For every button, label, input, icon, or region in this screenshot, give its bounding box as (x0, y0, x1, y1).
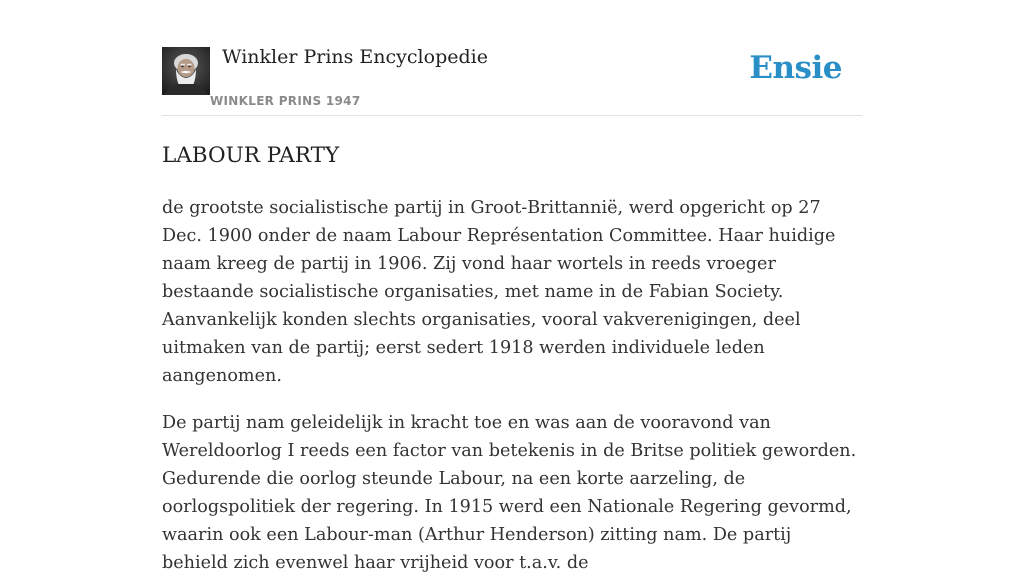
article-paragraph: de grootste socialistische partij in Groot-Brittannië, werd opgericht op 27 Dec. 1900 onder de naam Labour Représentation Committee. Haar huidige naam kreeg de partij in 1906. Zij vond haar wortels in reeds vroeger bestaande socialistische organisaties, met name in de Fabian Society. Aanvankelijk konden slechts organisaties, vooral vakverenigingen, deel uitmaken van de partij; eerst sedert 1918 werden individuele leden aangenomen. (162, 198, 836, 386)
article-paragraph: De partij nam geleidelijk in kracht toe en was aan de vooravond van Wereldoorlog I reeds een factor van betekenis in de Britse politiek geworden. Gedurende die oorlog steunde Labour, na een korte aarzeling, de oorlogspolitiek der regering. In 1915 werd een Nationale Regering gevormd, waarin ook een Labour-man (Arthur Henderson) zitting nam. De partij behield zich evenwel haar vrijheid voor t.a.v. de (162, 413, 857, 573)
content-column (162, 0, 862, 577)
bearded-man-portrait-icon (162, 47, 210, 95)
brand-logo[interactable]: Ensie (749, 50, 842, 86)
site-subtitle: WINKLER PRINS 1947 (210, 94, 361, 108)
avatar[interactable] (162, 47, 210, 95)
site-title[interactable]: Winkler Prins Encyclopedie (222, 46, 488, 68)
site-header (162, 0, 862, 116)
article-title: LABOUR PARTY (162, 143, 340, 168)
